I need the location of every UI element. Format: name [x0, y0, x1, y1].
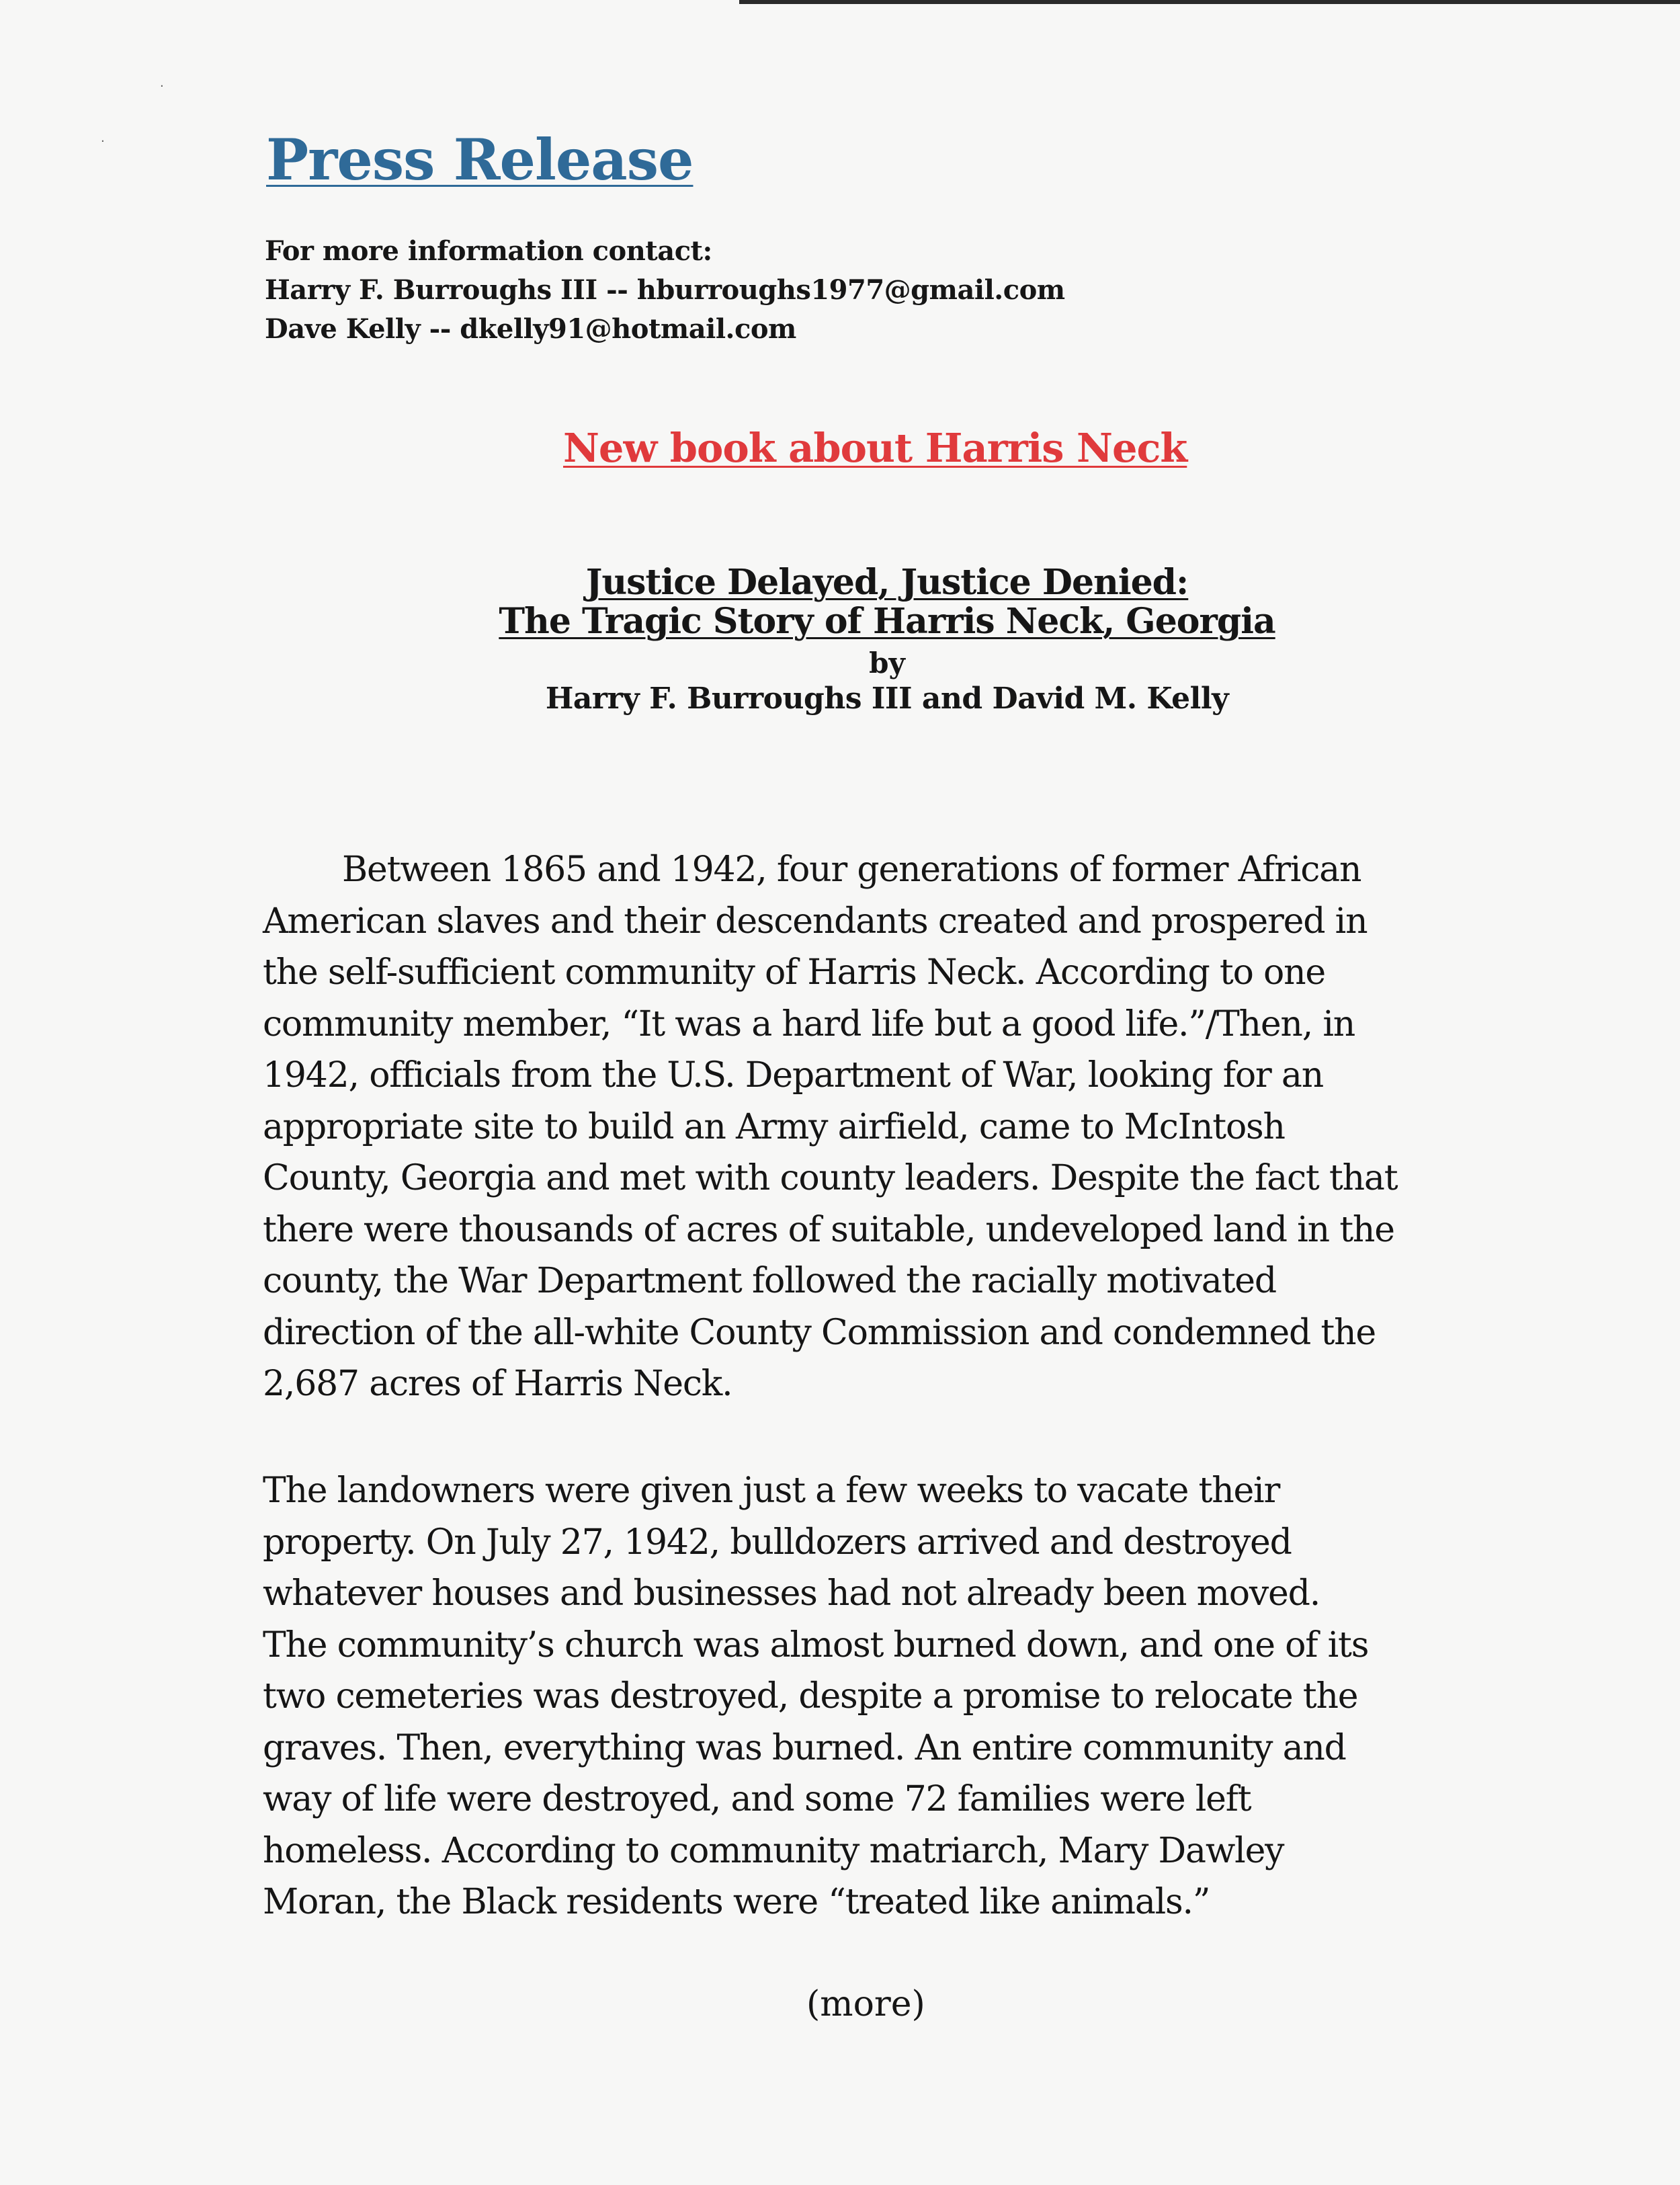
- headline: New book about Harris Neck: [563, 425, 1187, 471]
- text-line: 2,687 acres of Harris Neck.: [263, 1364, 732, 1404]
- book-title-line: Justice Delayed, Justice Denied:: [585, 562, 1189, 603]
- text-line: homeless. According to community matriarch, Mary Dawley: [263, 1830, 1284, 1871]
- text-line: The landowners were given just a few weeks to vacate their: [263, 1471, 1280, 1511]
- text-line: property. On July 27, 1942, bulldozers arrived and destroyed: [263, 1522, 1292, 1563]
- text-line: 1942, officials from the U.S. Department of War, looking for an: [263, 1055, 1324, 1096]
- more-marker: (more): [806, 1984, 925, 2024]
- contact-line: Dave Kelly -- dkelly91@hotmail.com: [265, 313, 796, 345]
- text-line: way of life were destroyed, and some 72 families were left: [263, 1779, 1251, 1819]
- page-title: Press Release: [266, 126, 694, 193]
- scan-speck: ·: [160, 79, 164, 93]
- text-line: two cemeteries was destroyed, despite a promise to relocate the: [263, 1676, 1358, 1717]
- contact-heading: For more information contact:: [265, 235, 712, 267]
- text-line: County, Georgia and met with county leaders. Despite the fact that: [263, 1158, 1398, 1198]
- scan-edge: [739, 0, 1680, 4]
- paragraph: [263, 844, 1540, 1410]
- text-line: appropriate site to build an Army airfield, came to McIntosh: [263, 1106, 1285, 1147]
- contact-block: [265, 232, 1065, 349]
- text-line: there were thousands of acres of suitable, undeveloped land in the: [263, 1209, 1394, 1250]
- byline: by: [869, 647, 905, 679]
- text-line: graves. Then, everything was burned. An entire community and: [263, 1727, 1346, 1768]
- book-title-line: The Tragic Story of Harris Neck, Georgia: [499, 601, 1275, 642]
- text-line: whatever houses and businesses had not already been moved.: [263, 1573, 1320, 1614]
- text-line: county, the War Department followed the racially motivated: [263, 1261, 1276, 1301]
- paragraph: [263, 1465, 1540, 1928]
- scan-speck: ·: [101, 134, 105, 149]
- text-line: the self-sufficient community of Harris Neck. According to one: [263, 952, 1325, 993]
- text-line: Between 1865 and 1942, four generations of former African: [342, 850, 1361, 890]
- text-line: Moran, the Black residents were “treated like animals.”: [263, 1882, 1210, 1922]
- text-line: American slaves and their descendants created and prospered in: [263, 901, 1368, 942]
- book-authors: Harry F. Burroughs III and David M. Kelly: [545, 682, 1229, 716]
- text-line: The community’s church was almost burned down, and one of its: [263, 1624, 1369, 1665]
- text-line: direction of the all-white County Commission and condemned the: [263, 1312, 1376, 1353]
- text-line: community member, “It was a hard life but a good life.”/Then, in: [263, 1003, 1355, 1044]
- contact-line: Harry F. Burroughs III -- hburroughs1977@gmail.com: [265, 274, 1065, 306]
- book-title-block: [0, 563, 1680, 718]
